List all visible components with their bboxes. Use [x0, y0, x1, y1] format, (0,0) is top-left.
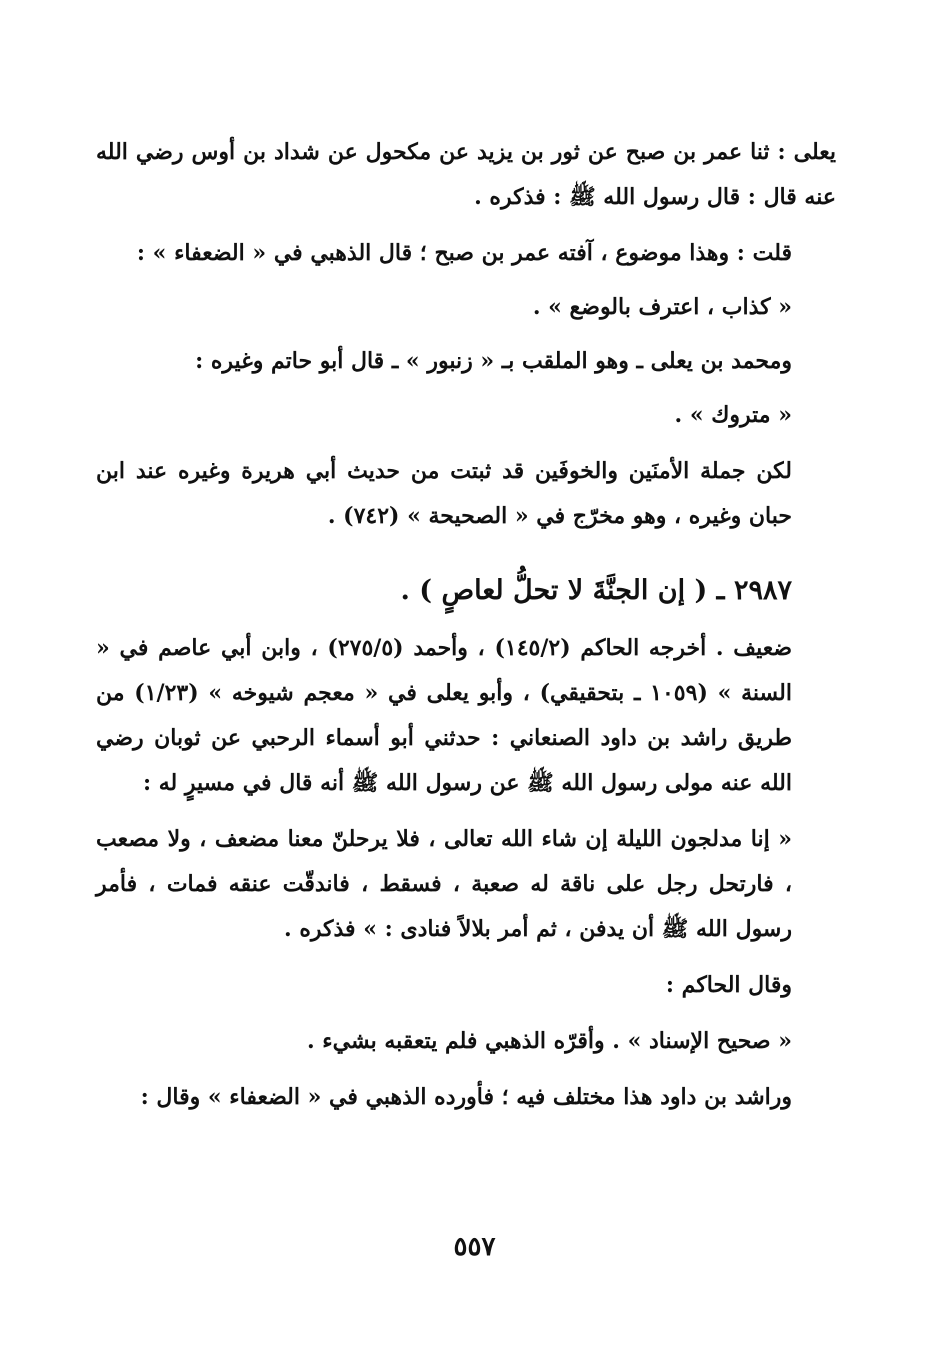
quote-dhahabi: « كذاب ، اعترف بالوضع » .	[532, 294, 792, 320]
paragraph-hakim: وقال الحاكم :	[665, 972, 792, 998]
page-body	[96, 130, 836, 1120]
quote-sahih-isnad: « صحيح الإسناد » . وأقرّه الذهبي فلم يتعقبه بشيء .	[306, 1028, 792, 1054]
paragraph-comment: قلت : وهذا موضوع ، آفته عمر بن صبح ؛ قال الذهبي في « الضعفاء » :	[136, 240, 792, 266]
quote-matruk: « متروك » .	[674, 402, 792, 428]
paragraph-isnad: يعلى : ثنا عمر بن صبح عن ثور بن يزيد عن مكحول عن شداد بن أوس رضي الله عنه قال : قال رسول الله ﷺ : فذكره .	[96, 139, 836, 210]
paragraph-narrator: ومحمد بن يعلى ـ وهو الملقب بـ « زنبور » ـ قال أبو حاتم وغيره :	[195, 348, 792, 374]
paragraph-takhrij: ضعيف . أخرجه الحاكم (١٤٥/٢) ، وأحمد (٢٧٥/٥) ، وابن أبي عاصم في « السنة » (١٠٥٩ ـ بتحقيقي) ، وأبو يعلى في « معجم شيوخه » (١/٢٣) من طريق راشد بن داود الصنعاني : حدثني أبو أسماء الرحبي عن ثوبان رضي الله عنه مولى رسول الله ﷺ عن رسول الله ﷺ أنه قال في مسيرٍ له :	[96, 635, 793, 796]
hadith-heading: ٢٩٨٧ ـ ( إن الجنَّةَ لا تحلُّ لعاصٍ ) .	[400, 575, 792, 606]
paragraph-rashid: وراشد بن داود هذا مختلف فيه ؛ فأورده الذهبي في « الضعفاء » وقال :	[140, 1084, 792, 1110]
hadith-text: « إنا مدلجون الليلة إن شاء الله تعالى ، فلا يرحلنّ معنا مضعف ، ولا مصعب ، فارتحل رجل على ناقة له صعبة ، فسقط ، فاندقّت عنقه فمات ، فأمر رسول الله ﷺ أن يدفن ، ثم أمر بلالاً فنادى : » فذكره .	[96, 826, 792, 942]
page-number: ٥٥٧	[453, 1232, 496, 1262]
paragraph-support: لكن جملة الأمنَين والخوفَين قد ثبتت من حديث أبي هريرة وغيره عند ابن حبان وغيره ، وهو مخرّج في « الصحيحة » (٧٤٢) .	[96, 458, 792, 529]
